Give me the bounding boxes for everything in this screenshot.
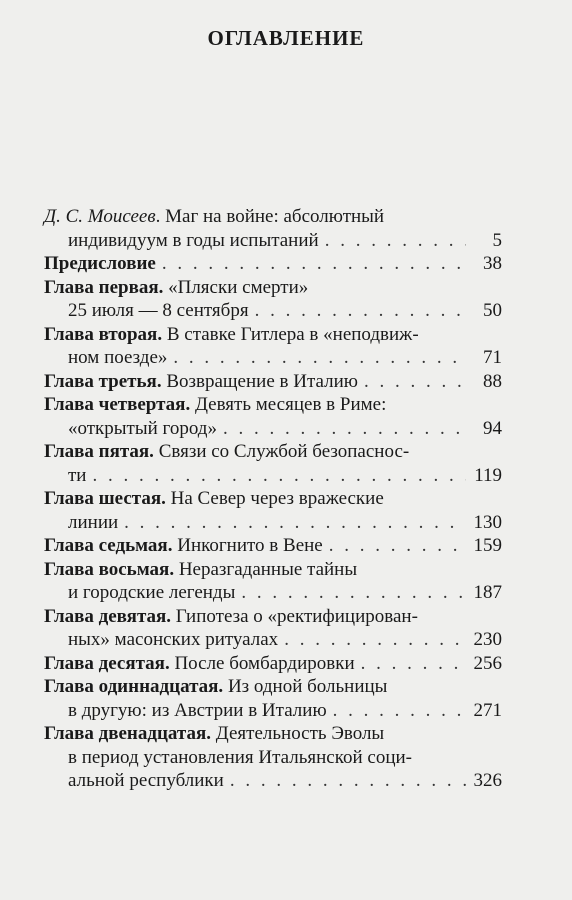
entry-text [44, 323, 419, 347]
dot-leader [241, 581, 466, 605]
toc-entry-line [44, 252, 502, 276]
entry-text [68, 229, 319, 253]
page-number: 130 [473, 511, 502, 533]
toc-entry [44, 605, 502, 652]
entry-text [68, 346, 167, 370]
entry-text [44, 605, 418, 629]
chapter-title: и городские легенды [68, 582, 236, 603]
chapter-label: Глава одиннадцатая. [44, 676, 224, 697]
entry-text [44, 652, 355, 676]
entry-text [68, 299, 249, 323]
chapter-title: Гипотеза о «ректифицирован- [171, 605, 418, 627]
toc-entry-line [44, 699, 502, 723]
chapter-title: ном поезде» [68, 347, 168, 368]
dot-leader [223, 417, 466, 441]
chapter-label: Глава седьмая. [44, 535, 173, 556]
entry-text [68, 628, 278, 652]
chapter-label: Глава четвертая. [44, 394, 191, 415]
chapter-title: Инкогнито в Вене [172, 535, 323, 556]
chapter-title: «открытый город» [68, 417, 217, 439]
page-title: ОГЛАВЛЕНИЕ [207, 26, 365, 50]
chapter-label: Глава десятая. [44, 652, 170, 674]
dot-leader [255, 299, 466, 323]
dot-leader [364, 370, 466, 394]
toc-entry [44, 276, 502, 323]
chapter-label: Глава третья. [44, 370, 162, 392]
dot-leader [329, 534, 466, 558]
table-of-contents [44, 205, 502, 793]
toc-entry-line [44, 393, 502, 417]
chapter-title: Возвращение в Италию [161, 370, 358, 392]
chapter-title: Связи со Службой безопаснос- [153, 441, 410, 462]
dot-leader [230, 769, 466, 793]
page-number: 71 [483, 347, 502, 368]
toc-entry-line [44, 440, 502, 464]
chapter-title: ных» масонских ритуалах [68, 629, 279, 650]
entry-text [44, 722, 384, 746]
toc-entry-line [44, 299, 502, 323]
toc-entry [44, 252, 502, 276]
chapter-label: Глава первая. [44, 276, 164, 298]
page-number: 119 [474, 464, 502, 486]
toc-entry [44, 440, 502, 487]
toc-entry-line [44, 722, 502, 746]
chapter-title: в период установления Итальянской соци- [68, 746, 413, 768]
toc-entry-line [44, 558, 502, 582]
entry-text [44, 276, 308, 300]
dot-leader [284, 628, 466, 652]
toc-entry-line [44, 581, 502, 605]
toc-entry [44, 205, 502, 252]
chapter-title: После бомбардировки [169, 652, 355, 674]
chapter-title: . Маг на войне: абсолютный [155, 206, 385, 227]
entry-text [44, 393, 386, 417]
dot-leader [162, 252, 466, 276]
page-number: 187 [473, 582, 502, 603]
entry-text [68, 746, 412, 770]
toc-entry [44, 722, 502, 793]
chapter-title: индивидуум в годы испытаний [68, 229, 319, 251]
entry-text [68, 699, 327, 723]
chapter-label: Глава девятая. [44, 605, 172, 627]
entry-text [44, 487, 384, 511]
page-number: 88 [483, 370, 502, 392]
chapter-title: Девять месяцев в Риме: [190, 394, 387, 415]
toc-entry-line [44, 487, 502, 511]
entry-text [68, 769, 224, 793]
chapter-title: Из одной больницы [223, 676, 388, 697]
entry-text [44, 252, 156, 276]
page-number: 230 [473, 629, 502, 650]
toc-entry-line [44, 229, 502, 253]
chapter-title: линии [68, 511, 119, 533]
dot-leader [333, 699, 466, 723]
toc-entry-line [44, 323, 502, 347]
toc-entry-line [44, 628, 502, 652]
toc-entry-line [44, 205, 502, 229]
author-name: Д. С. Моисеев [44, 206, 156, 227]
chapter-title: 25 июля — 8 сентября [68, 300, 249, 321]
toc-entry [44, 675, 502, 722]
toc-entry-line [44, 534, 502, 558]
toc-entry-line [44, 769, 502, 793]
toc-entry-line [44, 652, 502, 676]
toc-entry-line [44, 464, 502, 488]
toc-entry [44, 487, 502, 534]
entry-text [44, 370, 358, 394]
dot-leader [92, 464, 466, 488]
chapter-title: Неразгаданные тайны [174, 558, 358, 580]
toc-entry-line [44, 675, 502, 699]
page-number: 271 [473, 699, 502, 721]
chapter-title: «Пляски смерти» [163, 276, 309, 298]
page-number: 5 [492, 229, 502, 251]
entry-text [68, 417, 217, 441]
toc-entry [44, 393, 502, 440]
chapter-label: Предисловие [44, 253, 156, 274]
toc-entry [44, 323, 502, 370]
toc-entry [44, 370, 502, 394]
entry-text [68, 581, 235, 605]
entry-text [44, 440, 409, 464]
chapter-title: ти [68, 464, 87, 486]
toc-entry [44, 652, 502, 676]
entry-text [44, 558, 357, 582]
page-number: 94 [483, 417, 502, 439]
toc-entry-line [44, 511, 502, 535]
chapter-title: На Север через вражеские [165, 488, 384, 509]
toc-entry [44, 534, 502, 558]
dot-leader [361, 652, 466, 676]
toc-entry [44, 558, 502, 605]
entry-text [44, 534, 323, 558]
chapter-title: в другую: из Австрии в Италию [68, 699, 327, 721]
entry-text [44, 675, 387, 699]
entry-text [44, 205, 384, 229]
chapter-label: Глава шестая. [44, 488, 166, 509]
toc-entry-line [44, 746, 502, 770]
chapter-title: альной республики [68, 770, 224, 791]
chapter-title: В ставке Гитлера в «неподвиж- [162, 323, 419, 345]
toc-entry-line [44, 605, 502, 629]
chapter-label: Глава вторая. [44, 323, 163, 345]
chapter-title: Деятельность Эволы [211, 723, 385, 744]
chapter-label: Глава восьмая. [44, 558, 175, 580]
chapter-label: Глава двенадцатая. [44, 723, 212, 744]
toc-entry-line [44, 346, 502, 370]
entry-text [68, 511, 118, 535]
page-number: 38 [483, 253, 502, 274]
dot-leader [124, 511, 466, 535]
dot-leader [173, 346, 466, 370]
entry-text [68, 464, 86, 488]
page-number: 159 [473, 535, 502, 556]
page-number: 256 [473, 652, 502, 674]
toc-entry-line [44, 417, 502, 441]
toc-entry-line [44, 276, 502, 300]
page-number: 326 [473, 770, 502, 791]
toc-entry-line [44, 370, 502, 394]
dot-leader [325, 229, 466, 253]
page-number: 50 [483, 300, 502, 321]
chapter-label: Глава пятая. [44, 441, 154, 462]
